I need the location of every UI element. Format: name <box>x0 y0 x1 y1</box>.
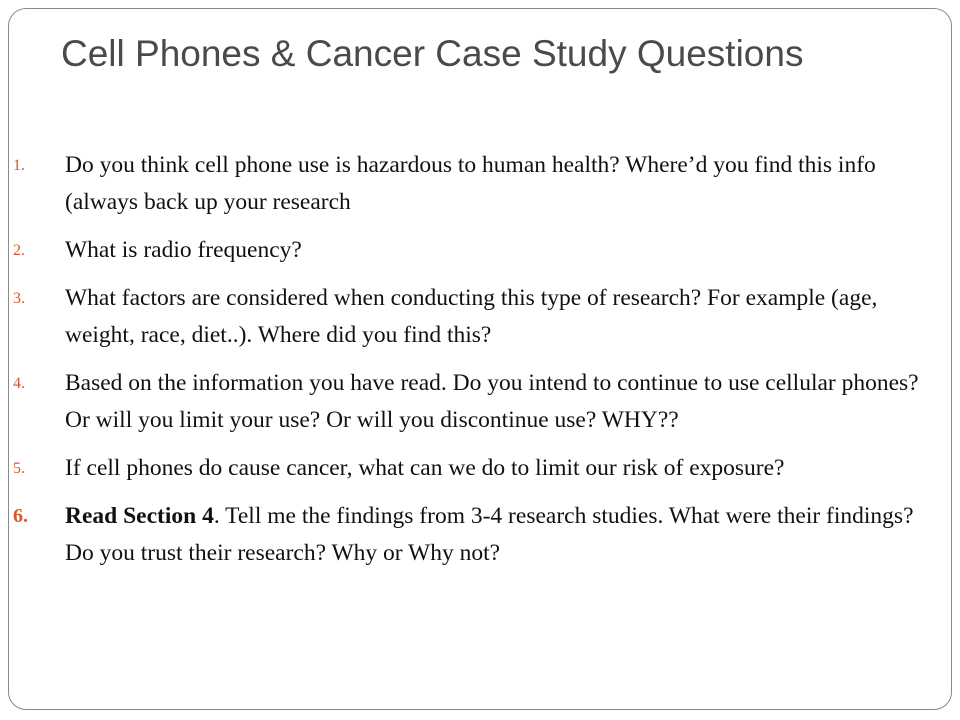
slide-frame <box>8 8 952 710</box>
question-item-4 <box>13 365 943 439</box>
question-number: 6. <box>13 505 28 527</box>
question-text: What is radio frequency? <box>65 237 302 263</box>
question-item-5 <box>13 450 943 487</box>
question-number: 2. <box>13 242 25 259</box>
question-number: 5. <box>13 460 25 477</box>
question-number: 1. <box>13 157 25 174</box>
question-rest-text: . Tell me the findings from 3-4 research studies. What were their findings? Do you trust their research? Why or Why not? <box>65 503 914 566</box>
question-item-3 <box>13 280 943 354</box>
question-bold-text: Read Section 4 <box>65 503 214 529</box>
question-text: Based on the information you have read. Do you intend to continue to use cellular phones? Or will you limit your use? Or will you discontinue use? WHY?? <box>65 370 919 433</box>
question-item-2 <box>13 232 943 269</box>
question-number: 4. <box>13 375 25 392</box>
question-text: What factors are considered when conducting this type of research? For example (age, weight, race, diet..). Where did you find this? <box>65 285 878 348</box>
question-number: 3. <box>13 290 25 307</box>
question-list <box>13 147 943 583</box>
slide-title: Cell Phones & Cancer Case Study Questions <box>61 33 804 74</box>
question-text <box>65 503 914 566</box>
question-text: Do you think cell phone use is hazardous to human health? Where’d you find this info (always back up your research <box>65 152 876 215</box>
question-item-6 <box>13 498 943 572</box>
question-text: If cell phones do cause cancer, what can we do to limit our risk of exposure? <box>65 455 785 481</box>
question-item-1 <box>13 147 943 221</box>
